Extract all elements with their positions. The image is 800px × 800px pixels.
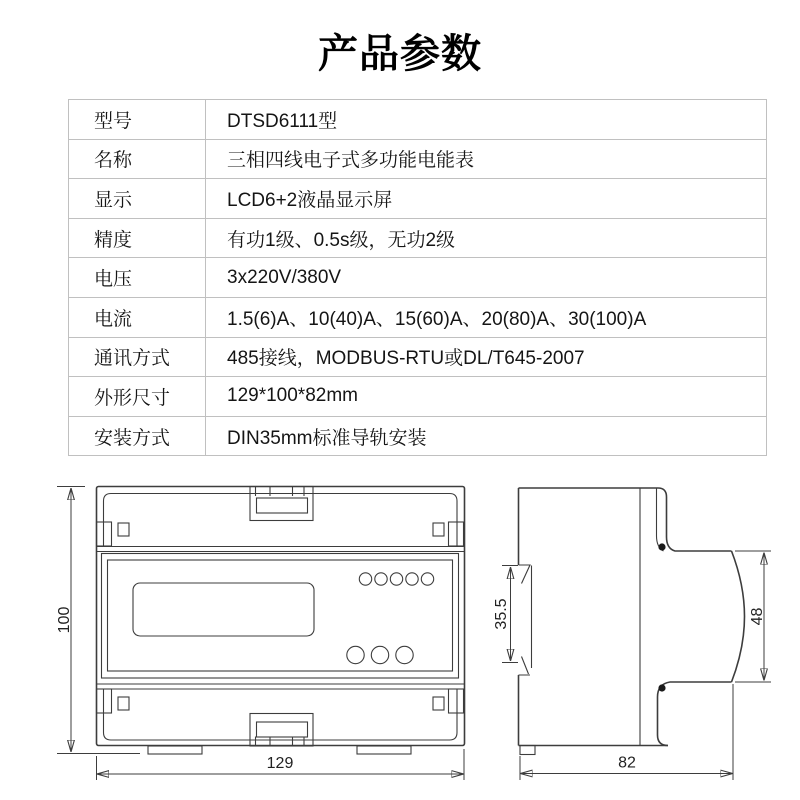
screw-dot	[658, 684, 665, 691]
spec-label: 安装方式	[69, 417, 206, 456]
spec-value: 485接线，MODBUS-RTU或DL/T645-2007	[227, 348, 585, 370]
side-body-bottom-step	[658, 682, 732, 746]
screw-hole	[433, 697, 444, 710]
spec-value: 有功1级、0.5s级，无功2级	[227, 229, 456, 251]
front-panel-outer	[102, 554, 459, 679]
front-panel-inner	[108, 560, 453, 671]
spec-label: 显示	[69, 179, 206, 218]
spec-value: 1.5(6)A、10(40)A、15(60)A、20(80)A、30(100)A	[227, 308, 647, 330]
spec-label: 电流	[69, 298, 206, 337]
led-indicator	[421, 573, 433, 585]
dimension-label-rail: 35.5	[493, 598, 510, 630]
spec-label: 通讯方式	[69, 338, 206, 377]
table-row	[69, 338, 766, 378]
spec-label: 精度	[69, 219, 206, 258]
screw-hole	[118, 523, 129, 536]
table-row	[69, 298, 766, 338]
spec-value: DTSD6111型	[227, 110, 338, 132]
dimension-label-depth: 82	[618, 754, 636, 772]
panel-button	[347, 646, 364, 663]
panel-button	[371, 646, 388, 663]
panel-button	[396, 646, 413, 663]
spec-label: 外形尺寸	[69, 377, 206, 416]
din-clip-tooth	[519, 657, 531, 676]
mounting-foot	[148, 746, 202, 754]
lcd-screen	[133, 583, 314, 636]
led-indicator	[375, 573, 387, 585]
side-tab	[449, 689, 464, 713]
table-row	[69, 258, 766, 298]
spec-value: LCD6+2液晶显示屏	[227, 189, 393, 211]
technical-drawings	[0, 470, 800, 800]
din-clip-tooth	[519, 565, 531, 584]
spec-value: DIN35mm标准导轨安装	[227, 427, 427, 449]
mounting-foot	[520, 746, 535, 755]
page-title: 产品参数	[318, 32, 482, 76]
top-clip-tab-inner	[257, 498, 308, 513]
dimension-label-height: 100	[56, 606, 73, 634]
screw-hole	[118, 697, 129, 710]
dimension-label-width: 129	[266, 755, 294, 772]
spec-label: 电压	[69, 258, 206, 297]
table-row	[69, 219, 766, 259]
dimension-label-front: 48	[749, 607, 766, 626]
led-indicator	[359, 573, 371, 585]
spec-table	[68, 99, 767, 456]
bottom-clip-tab-inner	[257, 722, 308, 737]
front-face-bulge	[732, 551, 745, 682]
bottom-terminal-cover	[104, 689, 458, 740]
meter-body-front	[97, 487, 465, 746]
spec-value: 三相四线电子式多功能电能表	[227, 150, 475, 172]
table-row	[69, 140, 766, 180]
led-indicator	[406, 573, 418, 585]
spec-value: 3x220V/380V	[227, 266, 342, 288]
screw-dot	[658, 543, 665, 550]
front-view-drawing	[56, 487, 465, 781]
table-row	[69, 417, 766, 457]
table-row	[69, 377, 766, 417]
side-inner-edge	[657, 488, 664, 551]
spec-label: 型号	[69, 100, 206, 139]
led-indicator	[390, 573, 402, 585]
side-view-drawing	[493, 488, 771, 780]
spec-value: 129*100*82mm	[227, 385, 358, 407]
table-row	[69, 179, 766, 219]
screw-hole	[433, 523, 444, 536]
side-body-top	[519, 488, 732, 551]
side-tab	[449, 522, 464, 546]
spec-label: 名称	[69, 140, 206, 179]
mounting-foot	[357, 746, 411, 754]
table-row	[69, 100, 766, 140]
